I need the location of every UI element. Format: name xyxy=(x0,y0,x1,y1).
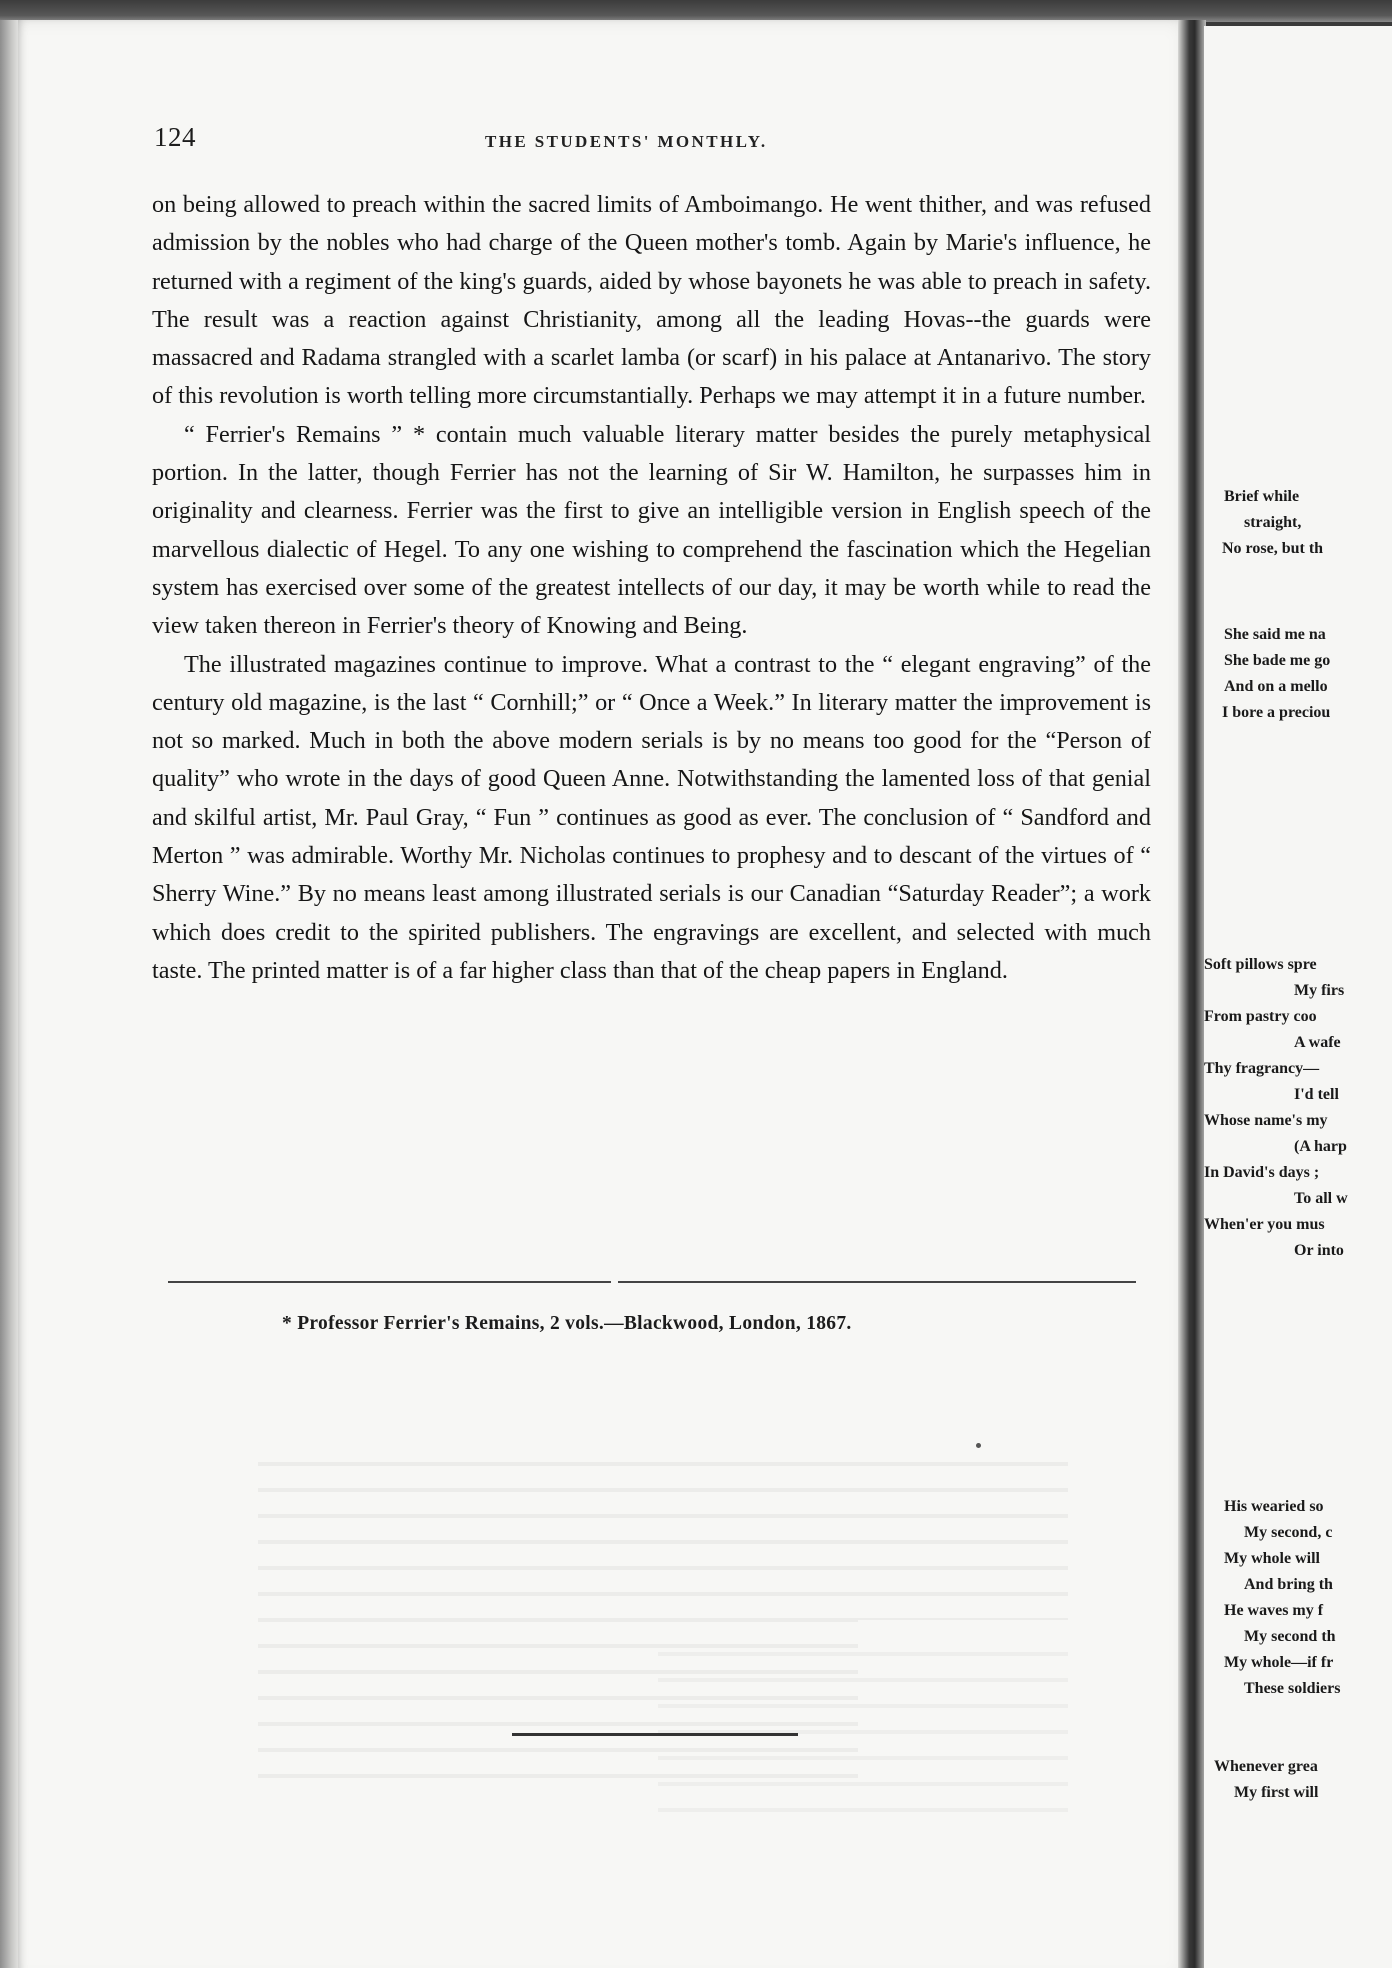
facing-line: My whole will xyxy=(1224,1550,1320,1567)
facing-line: My second th xyxy=(1244,1628,1336,1645)
facing-line: My first will xyxy=(1234,1784,1319,1801)
facing-line: To all w xyxy=(1294,1190,1348,1207)
paragraph: “ Ferrier's Remains ” * contain much valuable literary matter besides the purely metaphysical portion. In the latter, though Ferrier has not the learning of Sir W. Hamilton, he surpasses him in originality and clearness. Ferrier was the first to give an intelligible version in English speech of the marvellous dialectic of Hegel. To any one wishing to comprehend the fascination which the Hegelian system has exercised over some of the greatest intellects of our day, it may be worth while to read the view taken thereon in Ferrier's theory of Knowing and Being. xyxy=(152,420,1151,640)
facing-line: Or into xyxy=(1294,1242,1344,1259)
facing-line: (A harp xyxy=(1294,1138,1347,1155)
scan-top-edge xyxy=(0,0,1392,22)
end-rule xyxy=(512,1733,798,1736)
facing-line: I'd tell xyxy=(1294,1086,1339,1103)
facing-page xyxy=(1204,26,1392,1968)
facing-line: In David's days ; xyxy=(1204,1164,1320,1181)
facing-line: Whose name's my xyxy=(1204,1112,1328,1129)
footnote-rule xyxy=(168,1281,1136,1284)
book-gutter xyxy=(1178,20,1206,1968)
facing-line: She bade me go xyxy=(1224,652,1331,669)
page-header xyxy=(150,122,1150,162)
facing-line: No rose, but th xyxy=(1222,540,1324,557)
paragraph: The illustrated magazines continue to improve. What a contrast to the “ elegant engraving” of the century old magazine, is the last “ Cornhill;” or “ Once a Week.” In literary matter the improvement is not so marked. Much in both the above modern serials is by no means too good for the “Person of quality” who wrote in the days of good Queen Anne. Notwithstanding the lamented loss of that genial and skilful artist, Mr. Paul Gray, “ Fun ” continues as good as ever. The conclusion of “ Sandford and Merton ” was admirable. Worthy Mr. Nicholas continues to prophesy and to descant of the virtues of “ Sherry Wine.” By no means least among illustrated serials is our Canadian “Saturday Reader”; a work which does credit to the spirited publishers. The engravings are excellent, and selected with much taste. The printed matter is of a far higher class than that of the cheap papers in England. xyxy=(152,650,1151,984)
facing-line: She said me na xyxy=(1224,626,1326,643)
facing-line: Brief while xyxy=(1224,488,1300,505)
article-body xyxy=(152,186,1151,990)
facing-line: I bore a preciou xyxy=(1222,704,1331,721)
facing-line: And bring th xyxy=(1244,1576,1333,1593)
facing-line: My firs xyxy=(1294,982,1345,999)
facing-line: A wafe xyxy=(1294,1034,1341,1051)
paragraph: on being allowed to preach within the sacred limits of Amboimango. He went thither, and was refused admission by the nobles who had charge of the Queen mother's tomb. Again by Marie's influence, he returned with a regiment of the king's guards, aided by whose bayonets he was able to preach in safety. The result was a reaction against Christianity, among all the leading Hovas--the guards were massacred and Radama strangled with a scarlet lamba (or scarf) in his palace at Antanarivo. The story of this revolution is worth telling more circumstantially. Perhaps we may attempt it in a future number. xyxy=(152,191,1151,410)
facing-line: His wearied so xyxy=(1224,1498,1324,1515)
facing-line: Whenever grea xyxy=(1214,1758,1318,1775)
facing-line: He waves my f xyxy=(1224,1602,1324,1619)
facing-line: Soft pillows spre xyxy=(1204,956,1317,973)
running-head: THE STUDENTS' MONTHLY. xyxy=(485,132,768,151)
facing-line: From pastry coo xyxy=(1204,1008,1317,1025)
page-number: 124 xyxy=(154,122,196,152)
facing-line: My whole—if fr xyxy=(1224,1654,1334,1671)
facing-line: When'er you mus xyxy=(1204,1216,1325,1233)
facing-line: Thy fragrancy— xyxy=(1204,1060,1320,1077)
bleed-through xyxy=(648,1440,1068,1620)
ink-speck xyxy=(976,1443,981,1448)
facing-line: My second, c xyxy=(1244,1524,1333,1541)
facing-line: These soldiers xyxy=(1244,1680,1341,1697)
facing-line: And on a mello xyxy=(1224,678,1328,695)
facing-line: straight, xyxy=(1244,514,1302,531)
footnote: * Professor Ferrier's Remains, 2 vols.—Blackwood, London, 1867. xyxy=(282,1313,852,1334)
bleed-through xyxy=(658,1630,1068,1830)
